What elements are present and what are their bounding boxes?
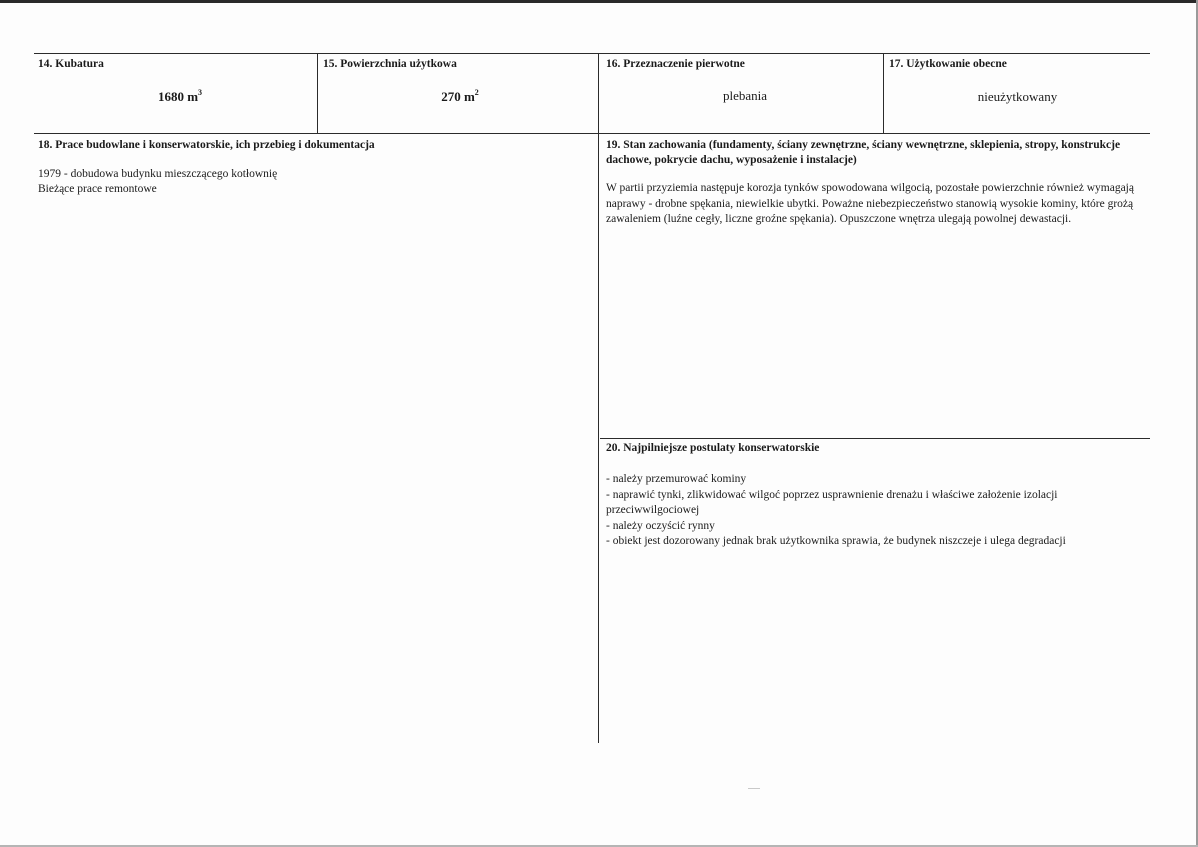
section-20-border-top — [600, 438, 1150, 439]
divider-18-19 — [598, 133, 599, 743]
top-row-border-bottom — [34, 133, 1150, 134]
scan-artifact-mark — [748, 788, 760, 789]
field-14-value-exponent: 3 — [198, 88, 203, 97]
field-18-label: 18. Prace budowlane i konserwatorskie, ich przebieg i dokumentacja — [38, 139, 375, 151]
field-16-value: plebania — [722, 88, 768, 103]
field-18-entry: 1979 - dobudowa budynku mieszczącego kotłownię — [38, 168, 278, 180]
field-20-entry: - naprawić tynki, zlikwidować wilgoć poprzez usprawnienie drenażu i właściwe założenie izolacji przeciwwilgociowej — [606, 488, 1058, 516]
field-15-value — [380, 88, 540, 105]
field-15-label: 15. Powierzchnia użytkowa — [323, 58, 457, 70]
top-row-border-top — [34, 53, 1150, 54]
field-15-value-exponent: 2 — [474, 88, 479, 97]
field-18-entry: Bieżące prace remontowe — [38, 183, 157, 195]
field-20-entry: - należy przemurować kominy — [606, 473, 747, 485]
field-16-label: 16. Przeznaczenie pierwotne — [606, 58, 745, 70]
field-18-entries — [38, 167, 277, 197]
field-14-value — [100, 88, 260, 105]
divider-16-17 — [883, 53, 884, 134]
field-14-value-text: 1680 m — [157, 89, 199, 104]
field-20-entry: - należy oczyścić rynny — [606, 519, 715, 532]
field-20-label: 20. Najpilniejsze postulaty konserwatorskie — [606, 442, 820, 454]
field-15-value-text: 270 m — [441, 89, 475, 104]
field-19-text: W partii przyziemia następuje korozja tynków spowodowana wilgocią, pozostałe powierzchnie również wymagają naprawy - drobne spękania, niewielkie ubytki. Poważne niebezpieczeństwo stanowią wysokie kominy, które grożą zawaleniem (luźne cegły, liczne groźne spękania). Opuszczone wnętrza ulegają powolnej dewastacji. — [606, 182, 1134, 225]
page-top-edge — [0, 0, 1198, 3]
divider-15-16 — [598, 53, 599, 134]
field-17-label: 17. Użytkowanie obecne — [889, 58, 1007, 70]
field-17-value: nieużytkowany — [977, 89, 1058, 104]
field-20-entry: - obiekt jest dozorowany jednak brak użytkownika sprawia, że budynek niszczeje i ulega degradacji — [606, 535, 1066, 547]
field-14-label: 14. Kubatura — [38, 58, 104, 70]
field-19-label: 19. Stan zachowania (fundamenty, ściany zewnętrzne, ściany wewnętrzne, sklepienia, stropy, konstrukcje dachowe, pokrycie dachu, wyposażenie i instalacje) — [606, 139, 1121, 166]
divider-14-15 — [317, 53, 318, 134]
field-20-entries — [606, 472, 1141, 550]
